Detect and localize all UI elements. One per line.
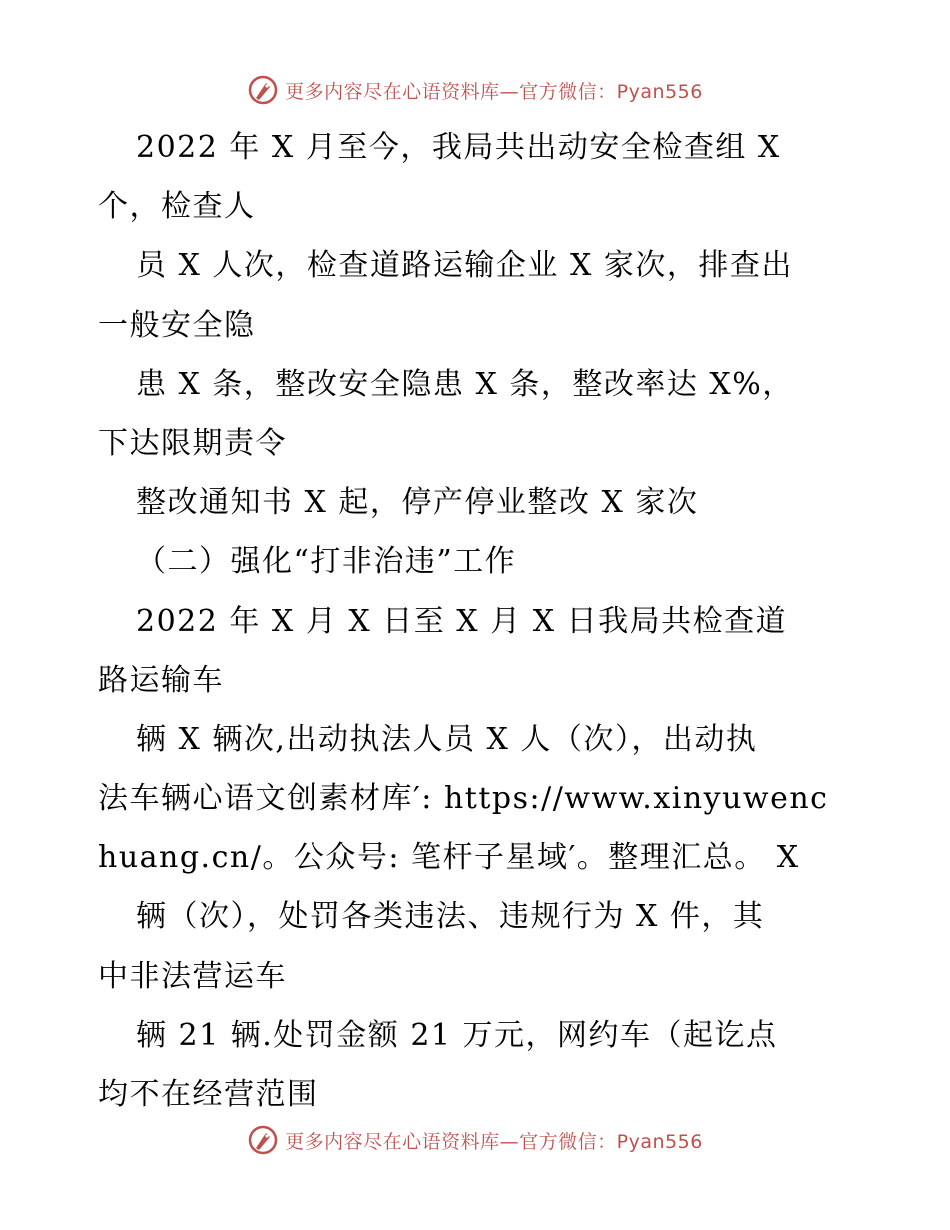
watermark-text: 更多内容尽在心语资料库—官方微信：Pyan556 [285,80,703,103]
paragraph-line: 路运输车 [98,662,224,698]
paragraph-line: 整改通知书 X 起，停产停业整改 X 家次 [136,485,699,521]
footer-watermark-banner [0,1120,950,1160]
paragraph-line: 患 X 条，整改安全隐患 X 条，整改率达 X%， [136,366,794,402]
document-body [98,118,858,1124]
watermark-text: 更多内容尽在心语资料库—官方微信：Pyan556 [285,1130,703,1153]
header-watermark-banner [0,70,950,110]
pen-nib-logo-icon [247,74,279,106]
paragraph-line: 2022 年 X 月 X 日至 X 月 X 日我局共检查道 [136,603,788,639]
paragraph-line: 均不在经营范围 [98,1077,319,1112]
paragraph-line: 员 X 人次，检查道路运输企业 X 家次，排查出 [136,248,793,284]
pen-nib-logo-icon [247,1124,279,1156]
paragraph-line: huang.cn/。公众号: 笔杆子星域′。整理汇总。 X [98,840,800,876]
section-heading: （二）强化“打非治违”工作 [136,544,517,580]
paragraph-line: 下达限期责令 [98,425,287,461]
paragraph-line: 中非法营运车 [98,958,287,994]
paragraph-line: 法车辆心语文创素材库′: https://www.xinyuwenc [98,781,829,817]
paragraph-line: 2022 年 X 月至今，我局共出动安全检查组 X [136,130,781,165]
paragraph-line: 辆（次），处罚各类违法、违规行为 X 件，其 [136,899,765,935]
paragraph-line: 一般安全隐 [98,307,256,343]
paragraph-line: 个，检查人 [98,189,256,225]
paragraph-line: 辆 21 辆.处罚金额 21 万元，网约车（起讫点 [136,1017,778,1053]
paragraph-line: 辆 X 辆次,出动执法人员 X 人（次），出动执 [136,721,758,757]
